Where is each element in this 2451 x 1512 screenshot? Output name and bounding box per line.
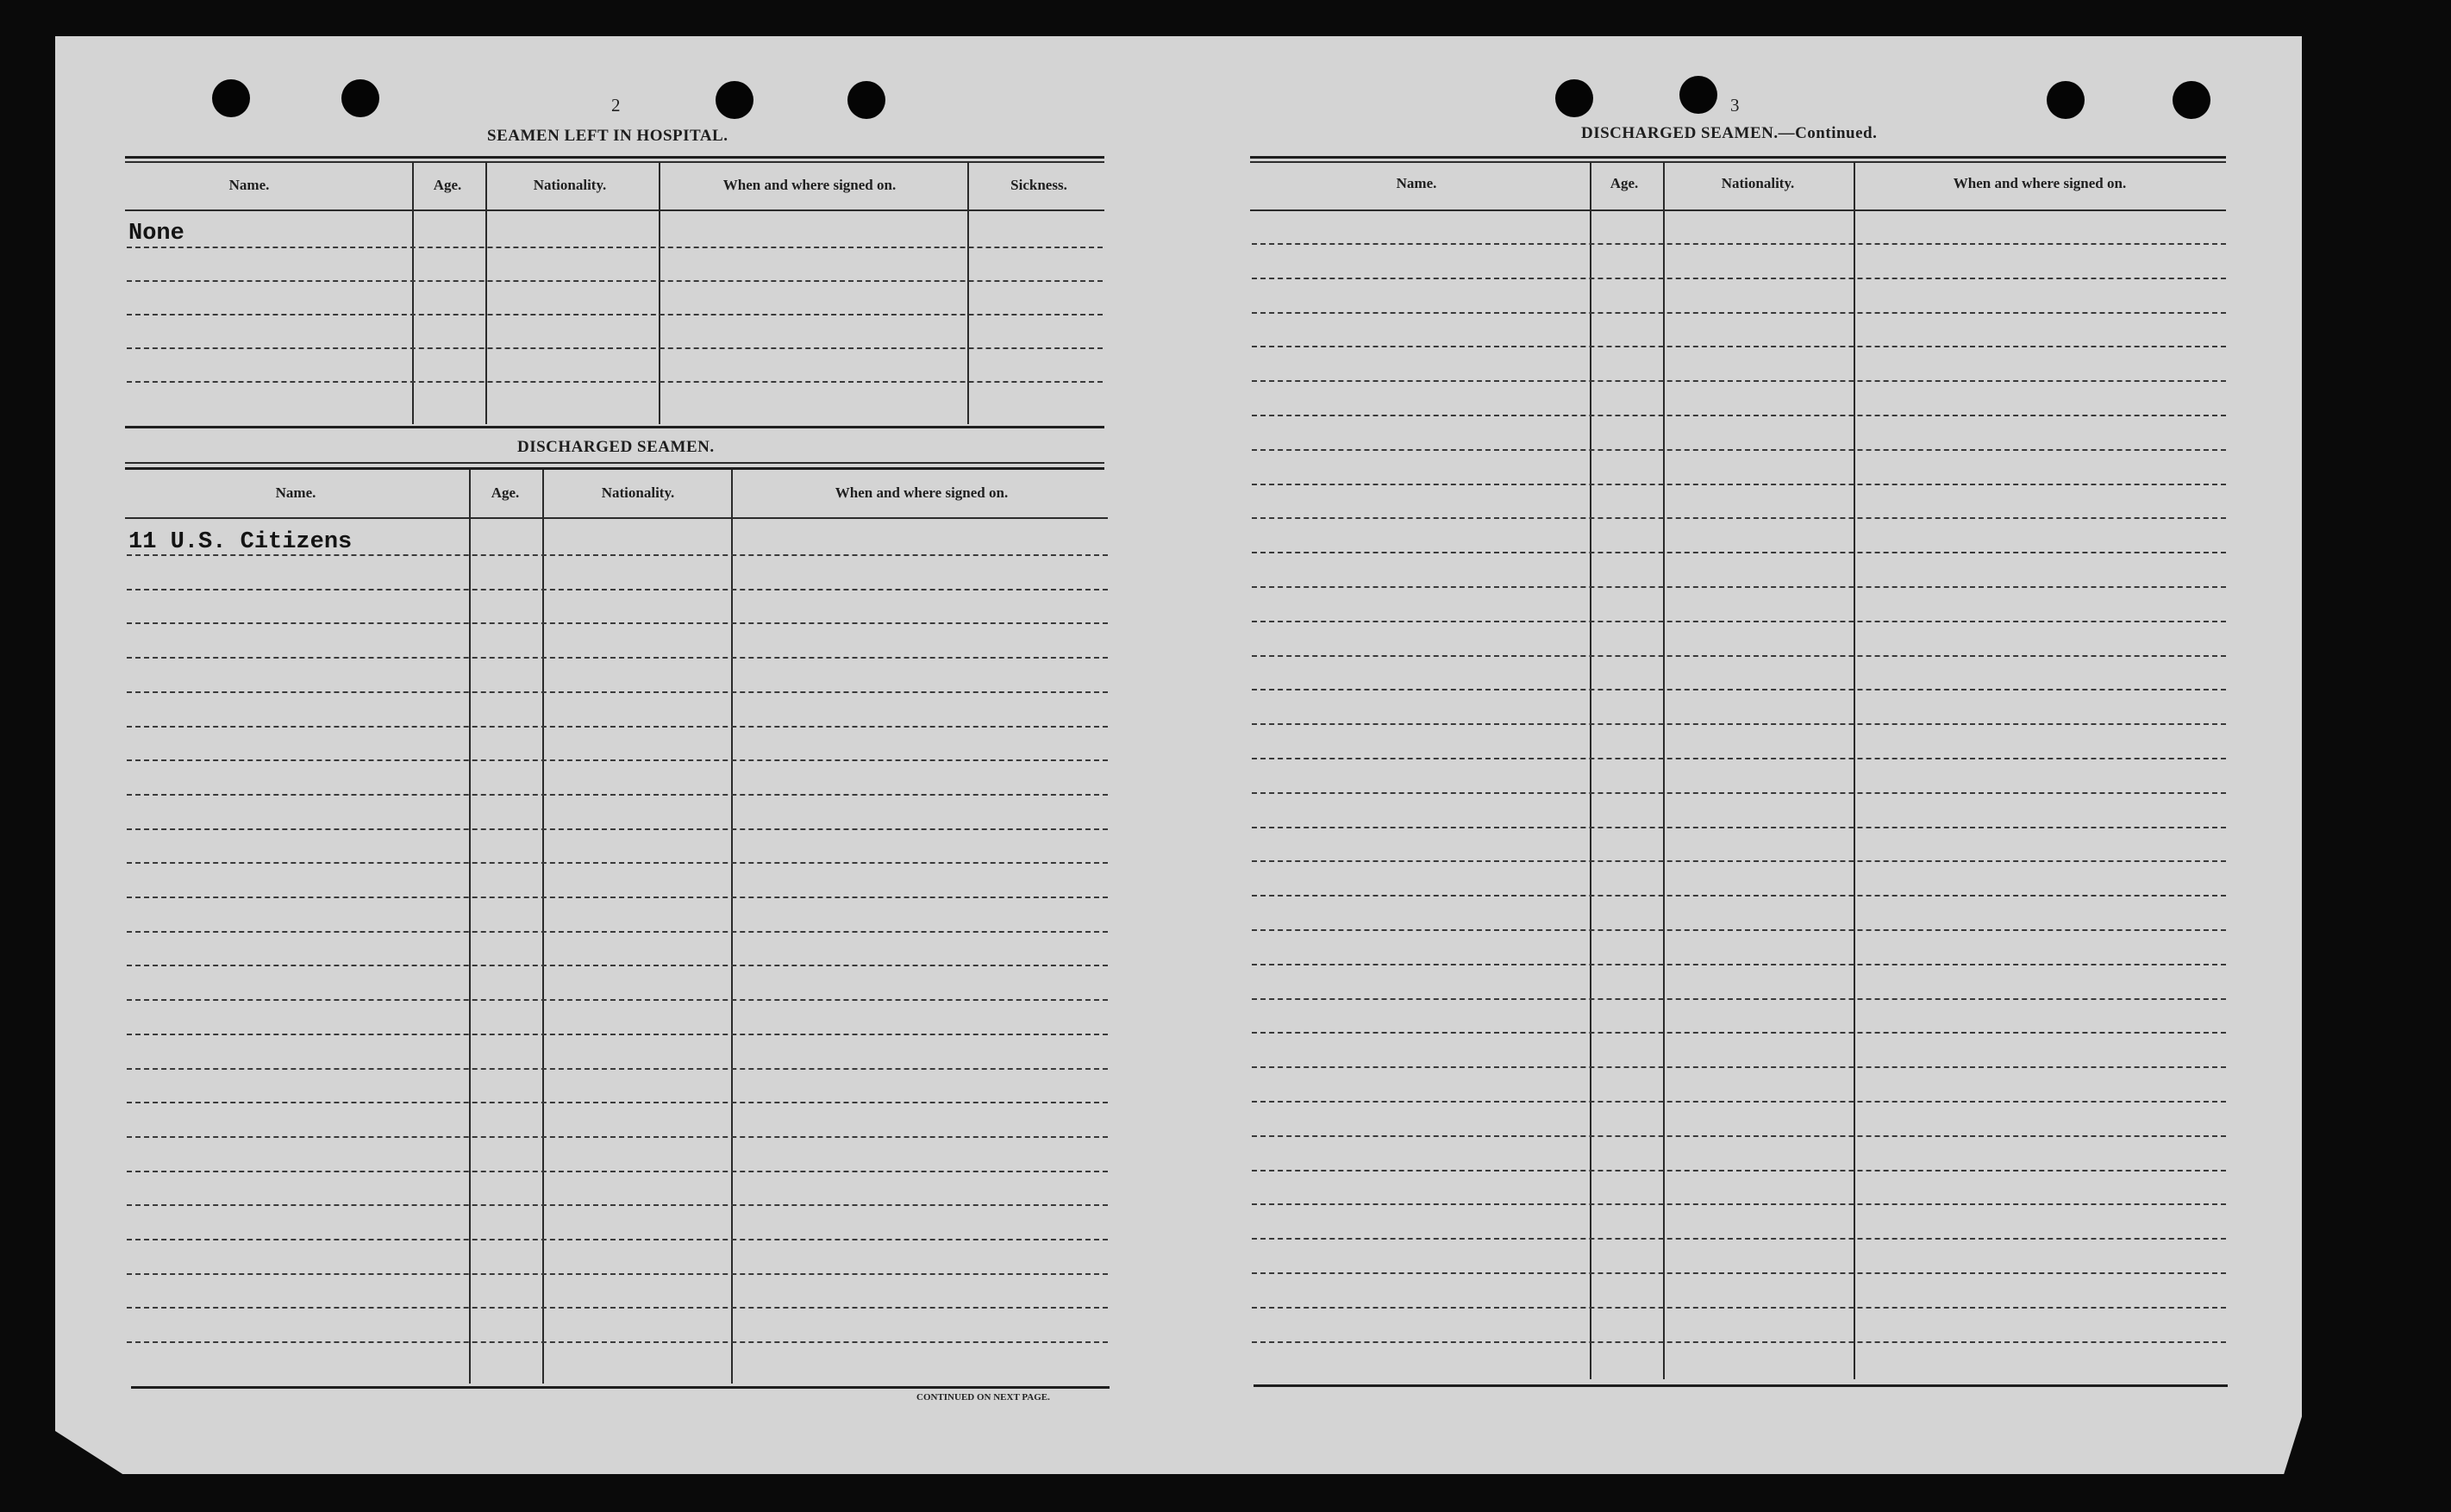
ruled-line — [1252, 517, 2226, 519]
ruled-line — [127, 1136, 1108, 1138]
ruled-line — [1252, 415, 2226, 416]
ruled-line — [1252, 792, 2226, 794]
ruled-line — [127, 691, 1108, 693]
ruled-line — [1252, 964, 2226, 965]
ruled-line — [1252, 723, 2226, 725]
discharged-col-divider — [542, 470, 544, 1384]
hospital-col-sickness: Sickness. — [1010, 177, 1067, 193]
hospital-col-divider — [412, 161, 414, 424]
punch-hole — [2047, 81, 2085, 119]
hospital-table-bottom-rule — [125, 426, 1104, 428]
punch-hole — [212, 79, 250, 117]
hospital-col-divider — [659, 161, 660, 424]
ruled-line — [1252, 1203, 2226, 1205]
ruled-line — [1252, 1272, 2226, 1274]
ruled-line — [1252, 312, 2226, 314]
ruled-line — [1252, 1341, 2226, 1343]
ruled-line — [127, 1204, 1108, 1206]
continued-col-divider — [1590, 161, 1591, 1379]
ruled-line — [1252, 655, 2226, 657]
ruled-line — [127, 1068, 1108, 1070]
ruled-line — [127, 1102, 1108, 1103]
ruled-line — [127, 381, 1103, 383]
ruled-line — [127, 347, 1103, 349]
ruled-line — [1252, 243, 2226, 245]
ruled-line — [1252, 586, 2226, 588]
ruled-line — [127, 965, 1108, 966]
punch-hole — [847, 81, 885, 119]
hospital-header-rule — [125, 209, 1104, 211]
continued-col-age: Age. — [1610, 175, 1639, 191]
ruled-line — [127, 314, 1103, 316]
continued-note: CONTINUED ON NEXT PAGE. — [916, 1392, 1050, 1403]
continued-table-top-rule-inner — [1250, 161, 2226, 163]
ruled-line — [127, 589, 1108, 590]
ruled-line — [1252, 929, 2226, 931]
continued-col-signed-on: When and where signed on. — [1953, 175, 2127, 191]
ruled-line — [127, 828, 1108, 830]
ruled-line — [1252, 1032, 2226, 1034]
ruled-line — [1252, 380, 2226, 382]
punch-hole — [1555, 79, 1593, 117]
hospital-col-age: Age. — [433, 177, 462, 193]
ruled-line — [127, 247, 1103, 248]
hospital-table-top-rule — [125, 156, 1104, 159]
continued-header-rule — [1250, 209, 2226, 211]
ruled-line — [1252, 689, 2226, 690]
ruled-line — [1252, 621, 2226, 622]
hospital-col-name: Name. — [228, 177, 270, 193]
ruled-line — [127, 1273, 1108, 1275]
ruled-line — [1252, 1101, 2226, 1103]
discharged-col-age: Age. — [491, 484, 520, 501]
continued-col-divider — [1854, 161, 1855, 1379]
ruled-line — [127, 759, 1108, 761]
hospital-entry-name: None — [128, 221, 184, 247]
ruled-line — [127, 897, 1108, 898]
ruled-line — [1252, 758, 2226, 759]
document-sheet — [55, 36, 2302, 1474]
ruled-line — [1252, 1238, 2226, 1240]
continued-col-name: Name. — [1396, 175, 1437, 191]
discharged-continued-title: DISCHARGED SEAMEN.—Continued. — [1581, 124, 1878, 142]
ruled-line — [127, 794, 1108, 796]
discharged-table-top-rule — [125, 467, 1104, 470]
ruled-line — [1252, 1307, 2226, 1309]
ruled-line — [1252, 346, 2226, 347]
hospital-col-signed-on: When and where signed on. — [722, 177, 897, 193]
ruled-line — [1252, 860, 2226, 862]
ruled-line — [127, 726, 1108, 728]
discharged-col-nationality: Nationality. — [601, 484, 675, 501]
discharged-header-rule — [125, 517, 1108, 519]
discharged-entry-name: 11 U.S. Citizens — [128, 529, 353, 555]
continued-col-nationality: Nationality. — [1721, 175, 1795, 191]
punch-hole — [341, 79, 379, 117]
ruled-line — [1252, 449, 2226, 451]
discharged-col-signed-on: When and where signed on. — [835, 484, 1009, 501]
punch-hole — [716, 81, 753, 119]
ruled-line — [127, 622, 1108, 624]
discharged-col-name: Name. — [275, 484, 316, 501]
ruled-line — [1252, 1135, 2226, 1137]
ruled-line — [127, 931, 1108, 933]
ruled-line — [1252, 278, 2226, 279]
ruled-line — [127, 1171, 1108, 1172]
ruled-line — [1252, 998, 2226, 1000]
ruled-line — [1252, 1066, 2226, 1068]
ruled-line — [1252, 827, 2226, 828]
ruled-line — [1252, 484, 2226, 485]
ruled-line — [1252, 1170, 2226, 1171]
hospital-col-divider — [485, 161, 487, 424]
hospital-col-nationality: Nationality. — [533, 177, 607, 193]
discharged-table-bottom-rule — [131, 1386, 1110, 1389]
hospital-table-top-rule-inner — [125, 161, 1104, 163]
discharged-col-divider — [731, 470, 733, 1384]
ruled-line — [127, 862, 1108, 864]
ruled-line — [127, 1239, 1108, 1240]
ruled-line — [1252, 895, 2226, 897]
ruled-line — [127, 999, 1108, 1001]
ruled-line — [127, 1341, 1108, 1343]
page-number: 3 — [1730, 95, 1741, 116]
punch-hole — [2173, 81, 2210, 119]
ruled-line — [127, 280, 1103, 282]
continued-col-divider — [1663, 161, 1665, 1379]
continued-table-bottom-rule — [1254, 1384, 2228, 1387]
discharged-section-title: DISCHARGED SEAMEN. — [517, 438, 715, 456]
discharged-col-divider — [469, 470, 471, 1384]
punch-hole — [1679, 76, 1717, 114]
ruled-line — [1252, 552, 2226, 553]
hospital-col-divider — [967, 161, 969, 424]
ruled-line — [127, 1307, 1108, 1309]
continued-table-top-rule — [1250, 156, 2226, 159]
discharged-table-top-rule-inner — [125, 462, 1104, 464]
hospital-section-title: SEAMEN LEFT IN HOSPITAL. — [487, 127, 728, 145]
page-number: 2 — [611, 95, 622, 116]
ruled-line — [127, 1034, 1108, 1035]
ruled-line — [127, 657, 1108, 659]
